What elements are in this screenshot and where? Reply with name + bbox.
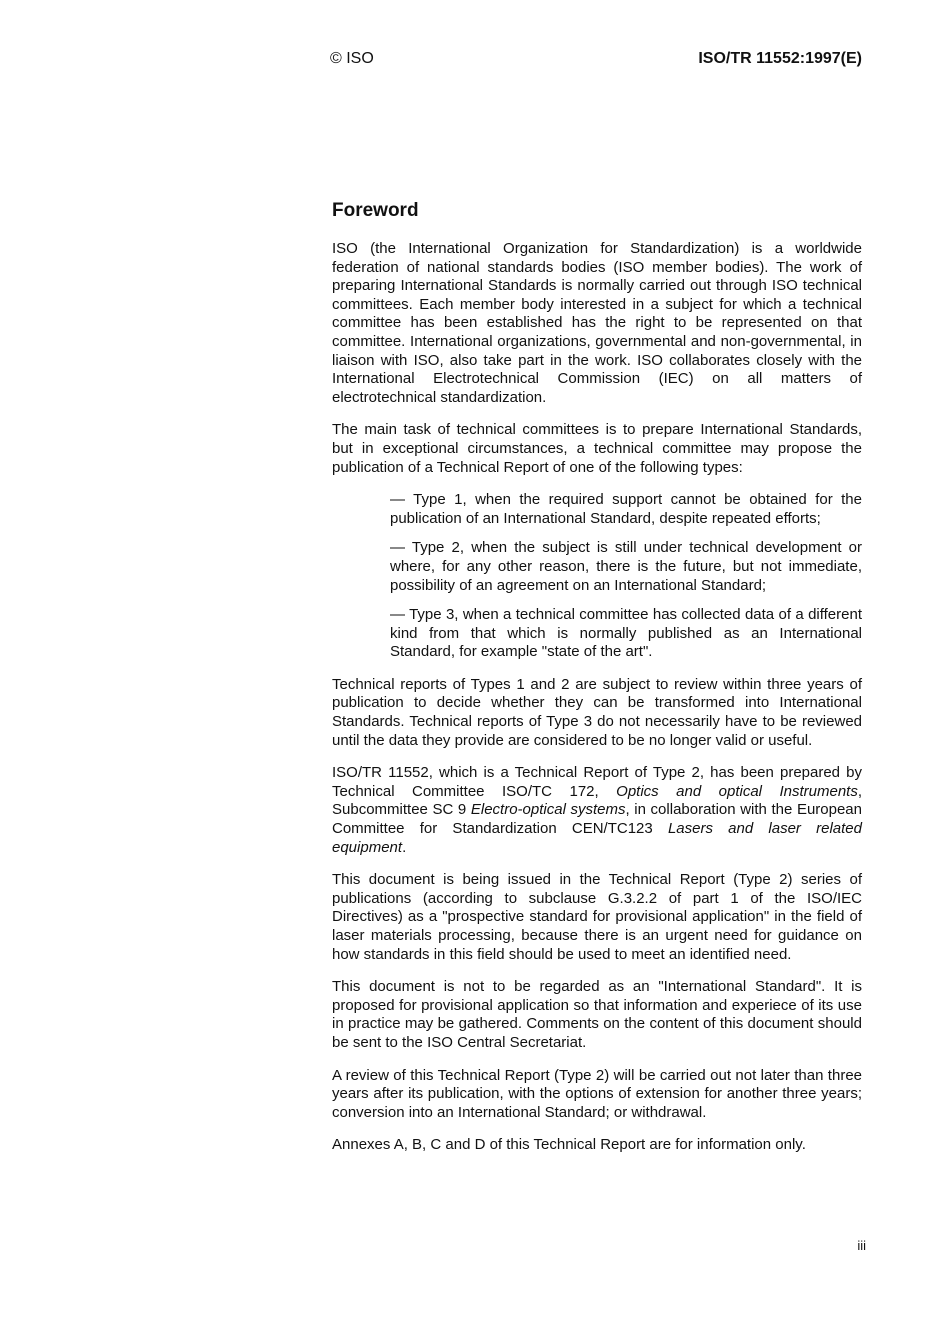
prepared-by-text-1: ISO/TR 11552, which is a Technical Report of Type 2, has been prepared by Technical Committee ISO/TC 172, [332,764,862,800]
prepared-by-text-2: , Subcommittee SC 9 [332,782,863,819]
header-document-id: ISO/TR 11552:1997(E) [698,50,862,67]
paragraph-iso-intro: ISO (the International Organization for Standardization) is a worldwide federation of national standards bodies (ISO member bodies). The work of preparing International Standards is normally carried out through ISO technical committees. Each member body interested in a subject for which a technical committee has been established has the right to be represented on that committee. International organizations, governmental and non-governmental, in liaison with ISO, also take part in the work. ISO collaborates closely with the International Electrotechnical Commission (IEC) on all matters of electrotechnical standardization. [332,240,862,406]
paragraph-review-types: Technical reports of Types 1 and 2 are subject to review within three years of publication to decide whether they can be transformed into International Standards. Technical reports of Type 3 do not necessarily have to be reviewed until the data they provide are considered to be no longer valid or useful. [332,675,862,749]
prepared-by-text-3: , in collaboration with the European Committee for Standardization CEN/TC123 [332,801,862,838]
prepared-by-text-4: . [402,838,407,856]
subcommittee-title: Electro-optical systems [470,801,626,819]
page-number: iii [857,1238,866,1253]
paragraph-main-task: The main task of technical committees is to prepare International Standards, but in exceptional circumstances, a technical committee may propose the publication of a Technical Report of one of the following types: [332,421,862,476]
cen-committee-title: Lasers and laser related equipment [332,820,862,856]
paragraph-prepared-by [332,764,862,857]
paragraph-issued-series: This document is being issued in the Technical Report (Type 2) series of publications (according to subclause G.3.2.2 of part 1 of the ISO/IEC Directives) as a "prospective standard for provisional application" in the field of laser materials processing, because there is an urgent need for guidance on how standards in this field should be used to meet an identified need. [332,871,862,963]
paragraph-review-schedule: A review of this Technical Report (Type 2) will be carried out not later than three years after its publication, with the options of extension for another three years; conversion into an International Standard; or withdrawal. [332,1066,862,1121]
list-item-type-1: — Type 1, when the required support cannot be obtained for the publication of an International Standard, despite repeated efforts; [390,491,862,527]
header-copyright: © ISO [330,50,374,67]
paragraph-not-standard: This document is not to be regarded as an "International Standard". It is proposed for provisional application so that information and experiece of its use in practice may be gathered. Comments on the content of this document should be sent to the ISO Central Secretariat. [332,978,862,1051]
list-item-type-3: — Type 3, when a technical committee has collected data of a different kind from that which is normally published as an International Standard, for example "state of the art". [390,606,862,661]
foreword-body [332,240,862,1169]
report-types-list [332,491,862,662]
paragraph-annexes: Annexes A, B, C and D of this Technical Report are for information only. [332,1136,806,1154]
committee-title-optics: Optics and optical Instruments [616,782,858,800]
page-title: Foreword [332,200,419,221]
list-item-type-2: — Type 2, when the subject is still under technical development or where, for any other reason, there is the future, but not immediate, possibility of an agreement on an International Standard; [390,539,862,594]
